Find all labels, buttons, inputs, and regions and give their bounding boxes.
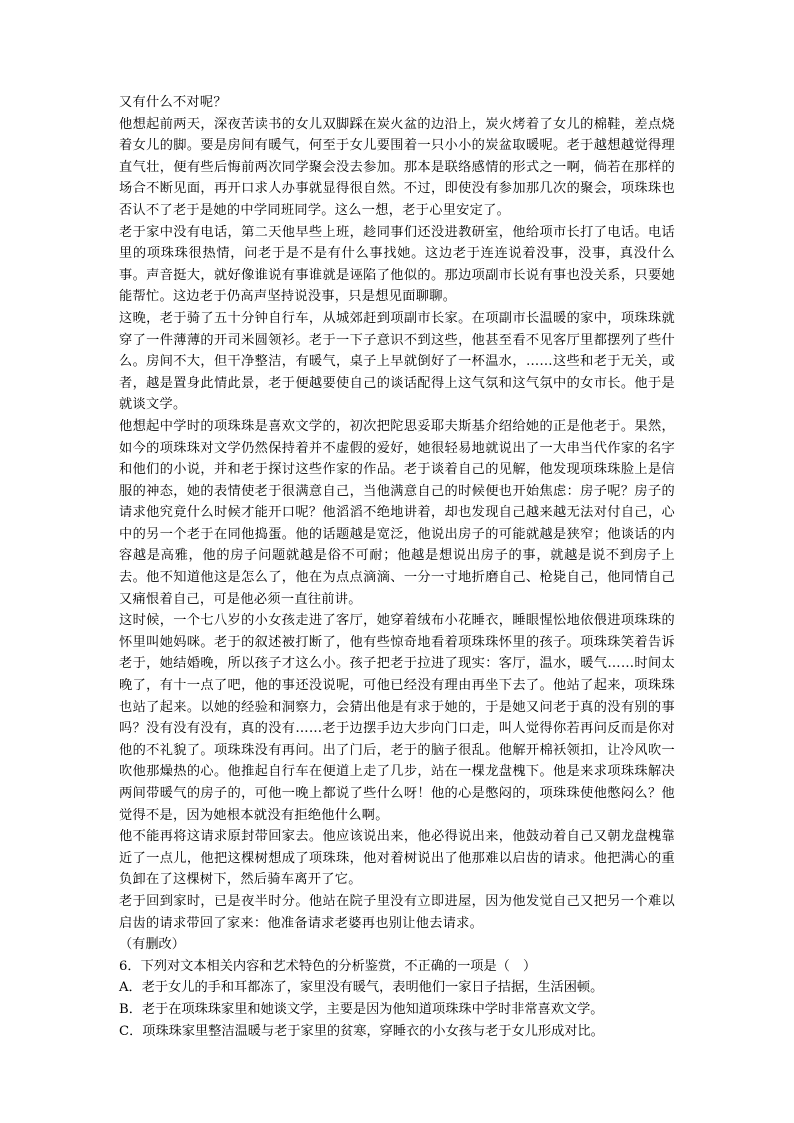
passage-paragraph: 这晚，老于骑了五十分钟自行车，从城郊赶到项副市长家。在项副市长温暖的家中，项珠珠就穿了一件薄薄的开司米圆领衫。老于一下子意识不到这些，他甚至看不见客厅里都摆列了些什么。房间不大，但干净整洁，有暖气，桌子上早就倒好了一杯温水，……这些和老于无关，或者，越是置身此情此景，老于便越要使自己的谈话配得上这气氛和这气氛中的女市长。他于是就谈文学。 — [119, 310, 675, 413]
passage-paragraph: 他不能再将这请求原封带回家去。他应该说出来，他必得说出来，他鼓动着自己又朝龙盘槐靠近了一点儿，他把这棵树想成了项珠珠，他对着树说出了他那难以启齿的请求。他把满心的重负卸在了这棵树下，然后骑车离开了它。 — [119, 829, 675, 888]
passage-paragraph: 老于回到家时，已是夜半时分。他站在院子里没有立即进屋，因为他发觉自己又把另一个难以启齿的请求带回了家来：他准备请求老婆再也别让他去请求。 — [119, 893, 675, 931]
passage-paragraph: 这时候，一个七八岁的小女孩走进了客厅，她穿着绒布小花睡衣，睡眼惺忪地依偎进项珠珠的怀里叫她妈咪。老于的叙述被打断了，他有些惊奇地看着项珠珠怀里的孩子。项珠珠笑着告诉老于，她结婚晚，所以孩子才这么小。孩子把老于拉进了现实：客厅，温水，暖气……时间太晚了，有十一点了吧，他的事还没说呢，可他已经没有理由再坐下去了。他站了起来，项珠珠也站了起来。以她的经验和洞察力，会猜出他是有求于她的，于是她又问老于真的没有别的事吗？没有没有没有，真的没有……老于边摆手边大步向门口走，叫人觉得你若再问反而是你对他的不礼貌了。项珠珠没有再问。出了门后，老于的脑子很乱。他解开棉袄领扣，让冷风吹一吹他那燥热的心。他推起自行车在便道上走了几步，站在一棵龙盘槐下。他是来求项珠珠解决两间带暖气的房子的，可他一晚上都说了些什么呀！他的心是憋闷的，项珠珠使他憋闷么？他觉得不是，因为她根本就没有拒绝他什么啊。 — [119, 613, 675, 823]
passage-paragraph: 老于家中没有电话，第二天他早些上班，趁同事们还没进教研室，他给项市长打了电话。电话里的项珠珠很热情，问老于是不是有什么事找她。这边老于连连说着没事，没事，真没什么事。声音挺大，就好像谁说有事谁就是诬陷了他似的。那边项副市长说有事也没关系，只要她能帮忙。这边老于仍高声坚持说没事，只是想见面聊聊。 — [119, 224, 675, 305]
passage-paragraph: 他想起前两天，深夜苦读书的女儿双脚踩在炭火盆的边沿上，炭火烤着了女儿的棉鞋，差点烧着女儿的脚。要是房间有暖气，何至于女儿要围着一只小小的炭盆取暖呢。老于越想越觉得理直气壮，便有些后悔前两次同学聚会没去参加。那本是联络感情的形式之一啊，倘若在那样的场合不断见面，再开口求人办事就显得很自然。不过，即使没有参加那几次的聚会，项珠珠也否认不了老于是她的中学同班同学。这么一想，老于心里安定了。 — [119, 116, 675, 218]
passage-paragraph: 又有什么不对呢？ — [119, 95, 227, 110]
answer-option-b: B．老于在项珠珠家里和她谈文学，主要是因为他知道项珠珠中学时非常喜欢文学。 — [119, 1001, 604, 1017]
exam-page — [119, 92, 675, 1042]
question-stem: 6．下列对文本相关内容和艺术特色的分析鉴赏，不正确的一项是（ ） — [119, 958, 537, 974]
answer-option-c: C．项珠珠家里整洁温暖与老于家里的贫寒，穿睡衣的小女孩与老于女儿形成对比。 — [119, 1023, 604, 1039]
passage-paragraph: 他想起中学时的项珠珠是喜欢文学的，初次把陀思妥耶夫斯基介绍给她的正是他老于。果然，如今的项珠珠对文学仍然保持着并不虚假的爱好，她很轻易地就说出了一大串当代作家的名字和他们的小说，并和老于探讨这些作家的作品。老于谈着自己的见解，他发现项珠珠脸上是信服的神态，她的表情使老于很满意自己，当他满意自己的时候便也开始焦虑：房子呢？房子的请求他究竟什么时候才能开口呢？他滔滔不绝地讲着，却也发现自己越来越无法对付自己，心中的另一个老于在同他捣蛋。他的话题越是宽泛，他说出房子的可能就越是狭窄；他谈话的内容越是高雅，他的房子问题就越是俗不可耐；他越是想说出房子的事，就越是说不到房子上去。他不知道他这是怎么了，他在为点点滴滴、一分一寸地折磨自己、枪毙自己，他同情自己又痛恨着自己，可是他必须一直往前讲。 — [119, 418, 675, 607]
source-note: （有删改） — [119, 937, 185, 953]
question-block — [119, 956, 675, 1042]
passage — [119, 92, 675, 934]
answer-option-a: A．老于女儿的手和耳都冻了，家里没有暖气，表明他们一家日子拮据，生活困顿。 — [119, 980, 604, 996]
